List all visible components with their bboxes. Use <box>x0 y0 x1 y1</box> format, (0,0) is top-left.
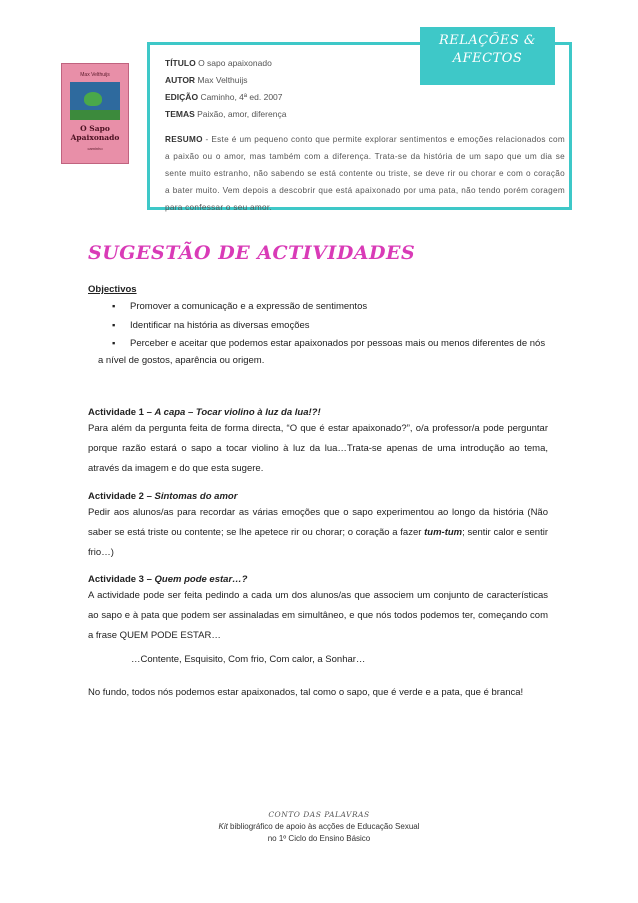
closing-text: No fundo, todos nós podemos estar apaixonados, tal como o sapo, que é verde e a pata, que é branca! <box>88 687 524 698</box>
footer-kit-line: Kit bibliográfico de apoio às acções de Educação Sexual <box>218 822 420 831</box>
page-title: SUGESTÃO DE ACTIVIDADES <box>88 242 416 264</box>
cover-author: Max Velthuijs <box>80 72 110 78</box>
author-value: Max Velthuijs <box>197 75 248 85</box>
title-label: TÍTULO <box>165 58 196 68</box>
activity-3-text: A actividade pode ser feita pedindo a cada um dos alunos/as que associem um conjunto de características ao sapo e à pata que podem ser assinaladas em simultâneo, e que nós todos podemos ter, começando com a frase QUEM PODE ESTAR… <box>88 590 548 641</box>
objective-item: Promover a comunicação e a expressão de sentimentos <box>130 301 368 312</box>
footer-title: CONTO DAS PALAVRAS <box>268 810 370 819</box>
book-themes-row <box>165 109 286 119</box>
cover-publisher: caminho <box>87 146 103 151</box>
title-value: O sapo apaixonado <box>198 58 272 68</box>
themes-value: Paixão, amor, diferença <box>197 109 287 119</box>
objective-continuation: a nível de gostos, aparência ou origem. <box>98 355 265 366</box>
bullet-icon: ▪ <box>112 320 116 331</box>
book-summary <box>165 131 565 216</box>
book-author-row <box>165 75 248 85</box>
book-cover-image <box>61 63 129 164</box>
footer-level-line: no 1º Ciclo do Ensino Básico <box>267 834 371 843</box>
book-title-row <box>165 58 272 68</box>
activity-3-heading: Actividade 3 – Quem pode estar…? <box>88 574 248 585</box>
summary-text: - Este é um pequeno conto que permite explorar sentimentos e emoções relacionados com a paixão ou o amor, mas também com a diferença. Trata-se da história de um sapo que um dia se sente muito estranho, não sabendo se está contente ou triste, se deve rir ou chorar e com o coração a bater muito. Vem depois a descobrir que está apaixonado por uma pata, não tendo porém coragem para confessar o seu amor. <box>165 135 565 212</box>
theme-badge <box>420 27 555 85</box>
badge-line-1: RELAÇÕES & <box>438 33 536 48</box>
author-label: AUTOR <box>165 75 196 85</box>
frog-illustration <box>84 92 102 106</box>
activity-1-heading: Actividade 1 – A capa – Tocar violino à luz da lua!?! <box>88 407 321 418</box>
summary-label: RESUMO <box>165 135 203 144</box>
cover-title: O Sapo Apaixonado <box>70 124 120 142</box>
themes-label: TEMAS <box>165 109 195 119</box>
activity-2-text: Pedir aos alunos/as para recordar as várias emoções que o sapo experimentou ao longo da história (Não saber se está triste ou contente; se lhe apetece rir ou chorar; o coração a fazer tum-tum; sentir calor e sentir frio…) <box>88 507 548 558</box>
objective-item: Perceber e aceitar que podemos estar apaixonados por pessoas mais ou menos diferentes de nós <box>130 338 546 349</box>
objective-item: Identificar na história as diversas emoções <box>130 320 310 331</box>
activity-2-heading: Actividade 2 – Sintomas do amor <box>88 491 238 502</box>
cover-hill <box>70 110 120 120</box>
badge-line-2: AFECTOS <box>452 51 523 66</box>
activity-1-text: Para além da pergunta feita de forma directa, “O que é estar apaixonado?”, o/a professor/a pode perguntar porque razão estará o sapo a tocar violino à luz da lua…Trata-se apenas de uma introdução ao tema, através da imagem e do que esta sugere. <box>88 423 548 474</box>
activity-3-example: …Contente, Esquisito, Com frio, Com calor, a Sonhar… <box>131 654 366 665</box>
objectives-heading: Objectivos <box>88 284 137 295</box>
edition-label: EDIÇÃO <box>165 92 199 102</box>
edition-value: Caminho, 4ª ed. 2007 <box>200 92 283 102</box>
bullet-icon: ▪ <box>112 338 116 349</box>
bullet-icon: ▪ <box>112 301 116 312</box>
book-edition-row <box>165 92 283 102</box>
